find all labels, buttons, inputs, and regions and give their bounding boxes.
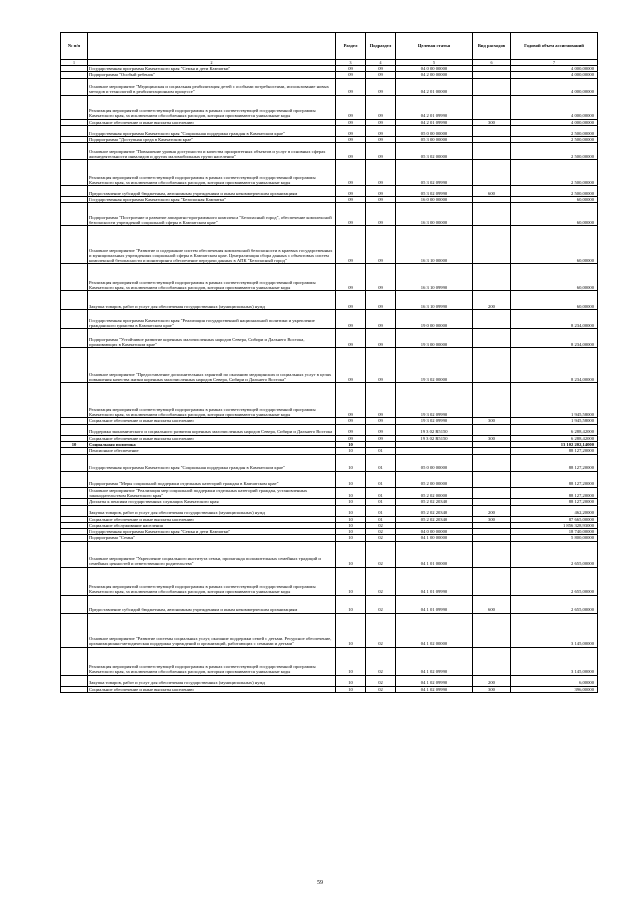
- row-vid-cell: 600: [473, 186, 511, 197]
- row-podrazdel-cell: 09: [366, 424, 396, 435]
- table-row: [61, 186, 598, 197]
- row-razdel-cell: 09: [336, 435, 366, 441]
- row-razdel-cell: 09: [336, 160, 366, 186]
- row-sum-cell: 462,20000: [511, 505, 598, 516]
- row-vid-cell: 300: [473, 686, 511, 692]
- row-celevaya-cell: 05 0 00 00000: [396, 125, 473, 136]
- row-vid-cell: [473, 647, 511, 675]
- row-celevaya-cell: 04 1 00 00000: [396, 535, 473, 541]
- row-celevaya-cell: 05 3 02 09990: [396, 186, 473, 197]
- row-celevaya-cell: 04 2 01 09990: [396, 119, 473, 125]
- row-celevaya-cell: 16 3 10 00000: [396, 226, 473, 264]
- row-podrazdel-cell: 02: [366, 541, 396, 567]
- row-razdel-cell: 10: [336, 442, 366, 448]
- row-number-cell: [61, 454, 88, 471]
- row-sum-cell: 8 234,00000: [511, 329, 598, 348]
- row-vid-cell: [473, 143, 511, 160]
- row-razdel-cell: 10: [336, 505, 366, 516]
- row-sum-cell: 2 655,00000: [511, 541, 598, 567]
- row-sum-cell: 6 288,42000: [511, 424, 598, 435]
- row-name-cell: Подпрограмма "Меры социальной поддержки отдельных категорий граждан в Камчатском крае": [88, 471, 336, 487]
- row-number-cell: [61, 487, 88, 499]
- row-celevaya-cell: 16 0 00 00000: [396, 197, 473, 203]
- row-podrazdel-cell: 01: [366, 505, 396, 516]
- row-podrazdel-cell: 09: [366, 95, 396, 119]
- row-name-cell: Основное мероприятие "Медицинская и социальная реабилитация детей с особыми потребностями, использование новых методов и технологий в реабилитационном процессе": [88, 78, 336, 95]
- table-row: [61, 310, 598, 329]
- row-razdel-cell: 09: [336, 136, 366, 142]
- row-razdel-cell: 09: [336, 226, 366, 264]
- row-number-cell: [61, 78, 88, 95]
- row-sum-cell: 4 000,00000: [511, 78, 598, 95]
- row-vid-cell: [473, 329, 511, 348]
- table-row: [61, 424, 598, 435]
- row-name-cell: Социальное обеспечение и иные выплаты населению: [88, 435, 336, 441]
- row-podrazdel-cell: 09: [366, 291, 396, 310]
- row-sum-cell: 60,00000: [511, 264, 598, 291]
- row-number-cell: [61, 329, 88, 348]
- row-sum-cell: 88 127,20000: [511, 499, 598, 505]
- row-podrazdel-cell: 02: [366, 686, 396, 692]
- row-podrazdel-cell: 09: [366, 310, 396, 329]
- row-name-cell: Реализация мероприятий соответствующей подпрограммы в рамках соответствующей государственной программы Камчатского края, за исключением обособленных расходов, которым присваиваются уникальные коды: [88, 567, 336, 595]
- row-podrazdel-cell: 09: [366, 383, 396, 418]
- row-podrazdel-cell: 09: [366, 264, 396, 291]
- table-row: [61, 686, 598, 692]
- row-razdel-cell: 09: [336, 143, 366, 160]
- row-sum-cell: 13 102 202,14000: [511, 442, 598, 448]
- row-number-cell: [61, 505, 88, 516]
- row-vid-cell: [473, 203, 511, 226]
- row-podrazdel-cell: 09: [366, 136, 396, 142]
- row-vid-cell: [473, 567, 511, 595]
- row-celevaya-cell: 19 3 00 00000: [396, 329, 473, 348]
- header-row: [61, 33, 598, 60]
- row-name-cell: Государственная программа Камчатского края "Реализация государственной национальной политики и укрепление гражданского единства в Камчатском крае": [88, 310, 336, 329]
- row-razdel-cell: 09: [336, 310, 366, 329]
- row-podrazdel-cell: 01: [366, 454, 396, 471]
- row-razdel-cell: 09: [336, 424, 366, 435]
- row-name-cell: Подпрограмма "Семья": [88, 535, 336, 541]
- row-number-cell: [61, 203, 88, 226]
- row-podrazdel-cell: 09: [366, 348, 396, 383]
- column-number: 3: [336, 60, 366, 66]
- row-name-cell: Основное мероприятие "Повышение уровня доступности и качества приоритетных объектов и услуг в основных сферах жизнедеятельности инвалидов и других маломобильных групп населения": [88, 143, 336, 160]
- row-sum-cell: 8 234,00000: [511, 348, 598, 383]
- row-number-cell: [61, 424, 88, 435]
- table-row: [61, 487, 598, 499]
- row-vid-cell: 300: [473, 516, 511, 522]
- row-celevaya-cell: 04 2 00 00000: [396, 72, 473, 78]
- row-name-cell: Подпрограмма "Устойчивое развитие коренных малочисленных народов Севера, Сибири и Дальнего Востока, проживающих в Камчатском крае": [88, 329, 336, 348]
- table-row: [61, 348, 598, 383]
- row-name-cell: Социальная политика: [88, 442, 336, 448]
- header-vid: Вид расходов: [473, 33, 511, 60]
- row-celevaya-cell: 05 3 02 09990: [396, 160, 473, 186]
- budget-table: [60, 32, 598, 693]
- row-razdel-cell: 10: [336, 522, 366, 528]
- row-name-cell: Поддержка экономического и социального развития коренных малочисленных народов Севера, Сибири и Дальнего Востока: [88, 424, 336, 435]
- row-number-cell: [61, 613, 88, 647]
- row-name-cell: Реализация мероприятий соответствующей подпрограммы в рамках соответствующей государственной программы Камчатского края, за исключением обособленных расходов, которым присваиваются уникальные коды: [88, 647, 336, 675]
- row-razdel-cell: 10: [336, 471, 366, 487]
- row-vid-cell: [473, 78, 511, 95]
- row-name-cell: Подпрограмма "Доступная среда в Камчатском крае": [88, 136, 336, 142]
- row-razdel-cell: 10: [336, 529, 366, 535]
- row-number-cell: [61, 541, 88, 567]
- row-podrazdel-cell: 02: [366, 675, 396, 686]
- row-vid-cell: [473, 226, 511, 264]
- row-podrazdel-cell: 09: [366, 143, 396, 160]
- row-name-cell: Реализация мероприятий соответствующей подпрограммы в рамках соответствующей государственной программы Камчатского края, за исключением обособленных расходов, которым присваиваются уникальные коды: [88, 383, 336, 418]
- row-celevaya-cell: 05 2 02 20340: [396, 516, 473, 522]
- row-razdel-cell: 09: [336, 264, 366, 291]
- row-number-cell: [61, 125, 88, 136]
- row-podrazdel-cell: 02: [366, 613, 396, 647]
- row-sum-cell: 6,00000: [511, 675, 598, 686]
- table-row: [61, 541, 598, 567]
- row-celevaya-cell: 04 1 02 00000: [396, 613, 473, 647]
- row-podrazdel-cell: 09: [366, 119, 396, 125]
- row-razdel-cell: 09: [336, 186, 366, 197]
- row-razdel-cell: 10: [336, 448, 366, 454]
- row-vid-cell: [473, 125, 511, 136]
- row-number-cell: [61, 567, 88, 595]
- row-razdel-cell: 09: [336, 95, 366, 119]
- row-vid-cell: [473, 424, 511, 435]
- row-podrazdel-cell: 01: [366, 487, 396, 499]
- row-sum-cell: 87 665,00000: [511, 516, 598, 522]
- row-sum-cell: 1 945,58000: [511, 383, 598, 418]
- row-number-cell: [61, 348, 88, 383]
- table-row: [61, 471, 598, 487]
- row-celevaya-cell: 04 0 00 00000: [396, 66, 473, 72]
- row-name-cell: Социальное обеспечение и иные выплаты населению: [88, 516, 336, 522]
- row-razdel-cell: 09: [336, 329, 366, 348]
- table-row: [61, 264, 598, 291]
- table-row: [61, 95, 598, 119]
- row-vid-cell: [473, 471, 511, 487]
- row-number-cell: [61, 471, 88, 487]
- row-razdel-cell: 09: [336, 119, 366, 125]
- row-number-cell: [61, 226, 88, 264]
- row-razdel-cell: 09: [336, 348, 366, 383]
- row-sum-cell: 88 127,20000: [511, 448, 598, 454]
- table-row: [61, 78, 598, 95]
- column-number: 1: [61, 60, 88, 66]
- row-name-cell: Подпрограмма "Особый ребенок": [88, 72, 336, 78]
- row-sum-cell: 60,00000: [511, 197, 598, 203]
- row-celevaya-cell: 19 0 00 00000: [396, 310, 473, 329]
- row-vid-cell: 200: [473, 505, 511, 516]
- row-sum-cell: 396,00000: [511, 686, 598, 692]
- row-name-cell: Пенсионное обеспечение: [88, 448, 336, 454]
- row-razdel-cell: 10: [336, 675, 366, 686]
- row-celevaya-cell: 05 2 02 00000: [396, 487, 473, 499]
- row-celevaya-cell: 05 2 02 20340: [396, 499, 473, 505]
- row-podrazdel-cell: 09: [366, 203, 396, 226]
- row-vid-cell: 600: [473, 595, 511, 613]
- row-sum-cell: 60,00000: [511, 291, 598, 310]
- row-podrazdel-cell: 01: [366, 471, 396, 487]
- row-name-cell: Государственная программа Камчатского края "Социальная поддержка граждан в Камчатском крае": [88, 454, 336, 471]
- column-number: 7: [511, 60, 598, 66]
- row-razdel-cell: 09: [336, 197, 366, 203]
- row-name-cell: Государственная программа Камчатского края "Социальная поддержка граждан в Камчатском крае": [88, 125, 336, 136]
- row-name-cell: Основное мероприятие "Предоставление дополнительных гарантий по оказанию медицинских и социальных услуг в целях повышения качества жизни коренных малочисленных народов Севера, Сибири и Дальнего Востока": [88, 348, 336, 383]
- row-celevaya-cell: 05 2 00 00000: [396, 471, 473, 487]
- row-podrazdel-cell: 02: [366, 595, 396, 613]
- row-celevaya-cell: 05 2 02 20340: [396, 505, 473, 516]
- row-razdel-cell: 10: [336, 541, 366, 567]
- row-razdel-cell: 09: [336, 78, 366, 95]
- row-name-cell: Основное мероприятие "Реализация мер социальной поддержки отдельных категорий граждан, установленных законодательством Камчатского края": [88, 487, 336, 499]
- row-name-cell: Доплаты к пенсиям государственных служащих Камчатского края: [88, 499, 336, 505]
- row-celevaya-cell: 05 0 00 00000: [396, 454, 473, 471]
- row-sum-cell: 5 800,00000: [511, 535, 598, 541]
- column-number: 6: [473, 60, 511, 66]
- row-vid-cell: [473, 95, 511, 119]
- row-podrazdel-cell: 09: [366, 125, 396, 136]
- row-celevaya-cell: 04 1 01 00000: [396, 541, 473, 567]
- row-podrazdel-cell: 09: [366, 329, 396, 348]
- row-vid-cell: [473, 383, 511, 418]
- row-sum-cell: 2 500,00000: [511, 160, 598, 186]
- row-sum-cell: 60,00000: [511, 226, 598, 264]
- table-row: [61, 454, 598, 471]
- table-row: [61, 647, 598, 675]
- row-celevaya-cell: 19 3 02 09990: [396, 383, 473, 418]
- row-sum-cell: 8 234,00000: [511, 310, 598, 329]
- header-sum: Годовой объем ассигнований: [511, 33, 598, 60]
- row-razdel-cell: 09: [336, 72, 366, 78]
- row-celevaya-cell: 04 1 02 09990: [396, 647, 473, 675]
- row-name-cell: Реализация мероприятий соответствующей подпрограммы в рамках соответствующей государственной программы Камчатского края, за исключением обособленных расходов, которым присваиваются уникальные коды: [88, 95, 336, 119]
- row-vid-cell: [473, 541, 511, 567]
- row-podrazdel-cell: 02: [366, 535, 396, 541]
- row-celevaya-cell: 19 3 02 R5150: [396, 435, 473, 441]
- row-celevaya-cell: 16 3 10 09990: [396, 264, 473, 291]
- row-razdel-cell: 09: [336, 125, 366, 136]
- row-sum-cell: 2 500,00000: [511, 143, 598, 160]
- page-number: 59: [317, 880, 323, 886]
- row-podrazdel-cell: 02: [366, 529, 396, 535]
- row-vid-cell: 300: [473, 119, 511, 125]
- row-sum-cell: 2 500,00000: [511, 125, 598, 136]
- row-podrazdel-cell: 09: [366, 226, 396, 264]
- row-number-cell: [61, 160, 88, 186]
- table-row: [61, 143, 598, 160]
- row-vid-cell: [473, 487, 511, 499]
- column-number: 2: [88, 60, 336, 66]
- table-row: [61, 226, 598, 264]
- row-razdel-cell: 10: [336, 516, 366, 522]
- column-number: 4: [366, 60, 396, 66]
- row-razdel-cell: 09: [336, 203, 366, 226]
- row-name-cell: Государственная программа Камчатского края "Семья и дети Камчатки": [88, 66, 336, 72]
- row-razdel-cell: 10: [336, 487, 366, 499]
- row-celevaya-cell: 04 1 02 09990: [396, 686, 473, 692]
- table-row: [61, 203, 598, 226]
- row-podrazdel-cell: 09: [366, 186, 396, 197]
- table-row: [61, 160, 598, 186]
- row-celevaya-cell: 19 3 02 R5150: [396, 424, 473, 435]
- header-num: № п/п: [61, 33, 88, 60]
- row-name-cell: Реализация мероприятий соответствующей подпрограммы в рамках соответствующей государственной программы Камчатского края, за исключением обособленных расходов, которым присваиваются уникальные коды: [88, 160, 336, 186]
- row-podrazdel-cell: 01: [366, 516, 396, 522]
- row-name-cell: Предоставление субсидий бюджетным, автономным учреждениям и иным некоммерческим организациям: [88, 186, 336, 197]
- row-vid-cell: [473, 348, 511, 383]
- row-number-cell: [61, 264, 88, 291]
- row-celevaya-cell: 05 3 00 00000: [396, 136, 473, 142]
- row-sum-cell: 2 500,00000: [511, 186, 598, 197]
- row-name-cell: Подпрограмма "Построение и развитие аппаратно-программного комплекса "Безопасный город", обеспечение комплексной безопасности учреждений социальной сферы в Камчатском крае": [88, 203, 336, 226]
- row-number-cell: [61, 310, 88, 329]
- row-sum-cell: 2 655,00000: [511, 595, 598, 613]
- table-row: [61, 291, 598, 310]
- row-podrazdel-cell: 02: [366, 647, 396, 675]
- table-row: [61, 383, 598, 418]
- table-row: [61, 329, 598, 348]
- row-sum-cell: 3 145,00000: [511, 613, 598, 647]
- row-sum-cell: 4 000,00000: [511, 119, 598, 125]
- row-name-cell: Социальное обслуживание населения: [88, 522, 336, 528]
- row-name-cell: Социальное обеспечение и иные выплаты населению: [88, 418, 336, 424]
- table-row: [61, 505, 598, 516]
- row-number-cell: [61, 143, 88, 160]
- row-vid-cell: 300: [473, 435, 511, 441]
- row-name-cell: Закупка товаров, работ и услуг для обеспечения государственных (муниципальных) нужд: [88, 505, 336, 516]
- budget-table-sheet: [60, 32, 597, 693]
- row-sum-cell: 18 740,00000: [511, 529, 598, 535]
- row-celevaya-cell: 05 3 02 00000: [396, 143, 473, 160]
- row-sum-cell: 4 000,00000: [511, 72, 598, 78]
- row-name-cell: Государственная программа Камчатского края "Семья и дети Камчатки": [88, 529, 336, 535]
- row-number-cell: [61, 686, 88, 692]
- row-sum-cell: 60,00000: [511, 203, 598, 226]
- row-number-cell: [61, 186, 88, 197]
- row-sum-cell: 88 127,20000: [511, 454, 598, 471]
- row-name-cell: Основное мероприятие "Развитие и содержание систем обеспечения комплексной безопасности в краевых государственных и муниципальных учреждениях социальной сферы в Камчатском крае. Централизация сбора данных с объектовых систем комплексной безопасности и мониторинга обеспечение передачи данных в АПК "Безопасный город": [88, 226, 336, 264]
- row-celevaya-cell: 04 0 00 00000: [396, 529, 473, 535]
- row-sum-cell: 1 856 328,93000: [511, 522, 598, 528]
- column-number: 5: [396, 60, 473, 66]
- row-razdel-cell: 09: [336, 66, 366, 72]
- row-razdel-cell: 10: [336, 647, 366, 675]
- row-celevaya-cell: 19 3 02 00000: [396, 348, 473, 383]
- header-celevaya: Целевая статья: [396, 33, 473, 60]
- row-vid-cell: 200: [473, 675, 511, 686]
- table-row: [61, 125, 598, 136]
- row-sum-cell: 3 145,00000: [511, 647, 598, 675]
- row-name-cell: Закупка товаров, работ и услуг для обеспечения государственных (муниципальных) нужд: [88, 291, 336, 310]
- row-sum-cell: 2 500,00000: [511, 136, 598, 142]
- row-podrazdel-cell: 09: [366, 435, 396, 441]
- row-sum-cell: 4 000,00000: [511, 66, 598, 72]
- row-razdel-cell: 10: [336, 499, 366, 505]
- row-podrazdel-cell: 09: [366, 160, 396, 186]
- row-celevaya-cell: 04 2 01 09990: [396, 95, 473, 119]
- row-vid-cell: [473, 310, 511, 329]
- row-number-cell: [61, 383, 88, 418]
- row-name-cell: Государственная программа Камчатского края "Безопасная Камчатка": [88, 197, 336, 203]
- table-body: [61, 66, 598, 693]
- row-name-cell: Социальное обеспечение и иные выплаты населению: [88, 119, 336, 125]
- row-podrazdel-cell: 09: [366, 72, 396, 78]
- row-number-cell: [61, 95, 88, 119]
- row-razdel-cell: 09: [336, 291, 366, 310]
- row-razdel-cell: 09: [336, 418, 366, 424]
- row-podrazdel-cell: 02: [366, 522, 396, 528]
- header-razdel: Раздел: [336, 33, 366, 60]
- row-celevaya-cell: 16 3 10 09990: [396, 291, 473, 310]
- row-razdel-cell: 10: [336, 686, 366, 692]
- row-sum-cell: 88 127,20000: [511, 487, 598, 499]
- table-row: [61, 675, 598, 686]
- row-number-cell: [61, 291, 88, 310]
- row-podrazdel-cell: 09: [366, 66, 396, 72]
- row-podrazdel-cell: 09: [366, 78, 396, 95]
- table-row: [61, 595, 598, 613]
- row-vid-cell: 200: [473, 291, 511, 310]
- row-celevaya-cell: 04 1 01 09990: [396, 595, 473, 613]
- row-celevaya-cell: 04 2 01 00000: [396, 78, 473, 95]
- row-podrazdel-cell: 01: [366, 499, 396, 505]
- table-row: [61, 567, 598, 595]
- row-vid-cell: 300: [473, 418, 511, 424]
- row-name-cell: Социальное обеспечение и иные выплаты населению: [88, 686, 336, 692]
- row-razdel-cell: 10: [336, 454, 366, 471]
- row-number-cell: 10: [61, 442, 88, 448]
- row-razdel-cell: 10: [336, 567, 366, 595]
- row-sum-cell: 6 288,42000: [511, 435, 598, 441]
- row-vid-cell: [473, 613, 511, 647]
- row-vid-cell: [473, 160, 511, 186]
- row-razdel-cell: 10: [336, 535, 366, 541]
- row-name-cell: Основное мероприятие "Укрепление социального института семьи, пропаганда положительных семейных традиций и семейных ценностей и ответственного родительства": [88, 541, 336, 567]
- row-vid-cell: [473, 264, 511, 291]
- row-number-cell: [61, 595, 88, 613]
- row-celevaya-cell: 04 1 02 09990: [396, 675, 473, 686]
- row-name-cell: Закупка товаров, работ и услуг для обеспечения государственных (муниципальных) нужд: [88, 675, 336, 686]
- row-name-cell: Основное мероприятие "Развитие системы социальных услуг, оказание поддержки семей с детьми. Ресурсное обеспечение, организационно-методическая поддержка учреждений и организаций, работающих с семьями и детьми": [88, 613, 336, 647]
- row-sum-cell: 88 127,20000: [511, 471, 598, 487]
- row-number-cell: [61, 647, 88, 675]
- row-sum-cell: 4 000,00000: [511, 95, 598, 119]
- row-number-cell: [61, 675, 88, 686]
- row-sum-cell: 2 655,00000: [511, 567, 598, 595]
- row-razdel-cell: 10: [336, 613, 366, 647]
- row-celevaya-cell: 19 3 02 09990: [396, 418, 473, 424]
- header-podrazdel: Подраздел: [366, 33, 396, 60]
- row-razdel-cell: 10: [336, 595, 366, 613]
- row-vid-cell: [473, 454, 511, 471]
- header-name: [88, 33, 336, 60]
- row-celevaya-cell: 04 1 01 09990: [396, 567, 473, 595]
- row-name-cell: Предоставление субсидий бюджетным, автономным учреждениям и иным некоммерческим организациям: [88, 595, 336, 613]
- table-row: [61, 613, 598, 647]
- row-podrazdel-cell: 01: [366, 448, 396, 454]
- row-celevaya-cell: 16 3 00 00000: [396, 203, 473, 226]
- row-podrazdel-cell: 09: [366, 418, 396, 424]
- row-sum-cell: 1 945,58000: [511, 418, 598, 424]
- row-name-cell: Реализация мероприятий соответствующей подпрограммы в рамках соответствующей государственной программы Камчатского края, за исключением обособленных расходов, которым присваиваются уникальные коды: [88, 264, 336, 291]
- row-razdel-cell: 09: [336, 383, 366, 418]
- row-podrazdel-cell: 09: [366, 197, 396, 203]
- row-podrazdel-cell: 02: [366, 567, 396, 595]
